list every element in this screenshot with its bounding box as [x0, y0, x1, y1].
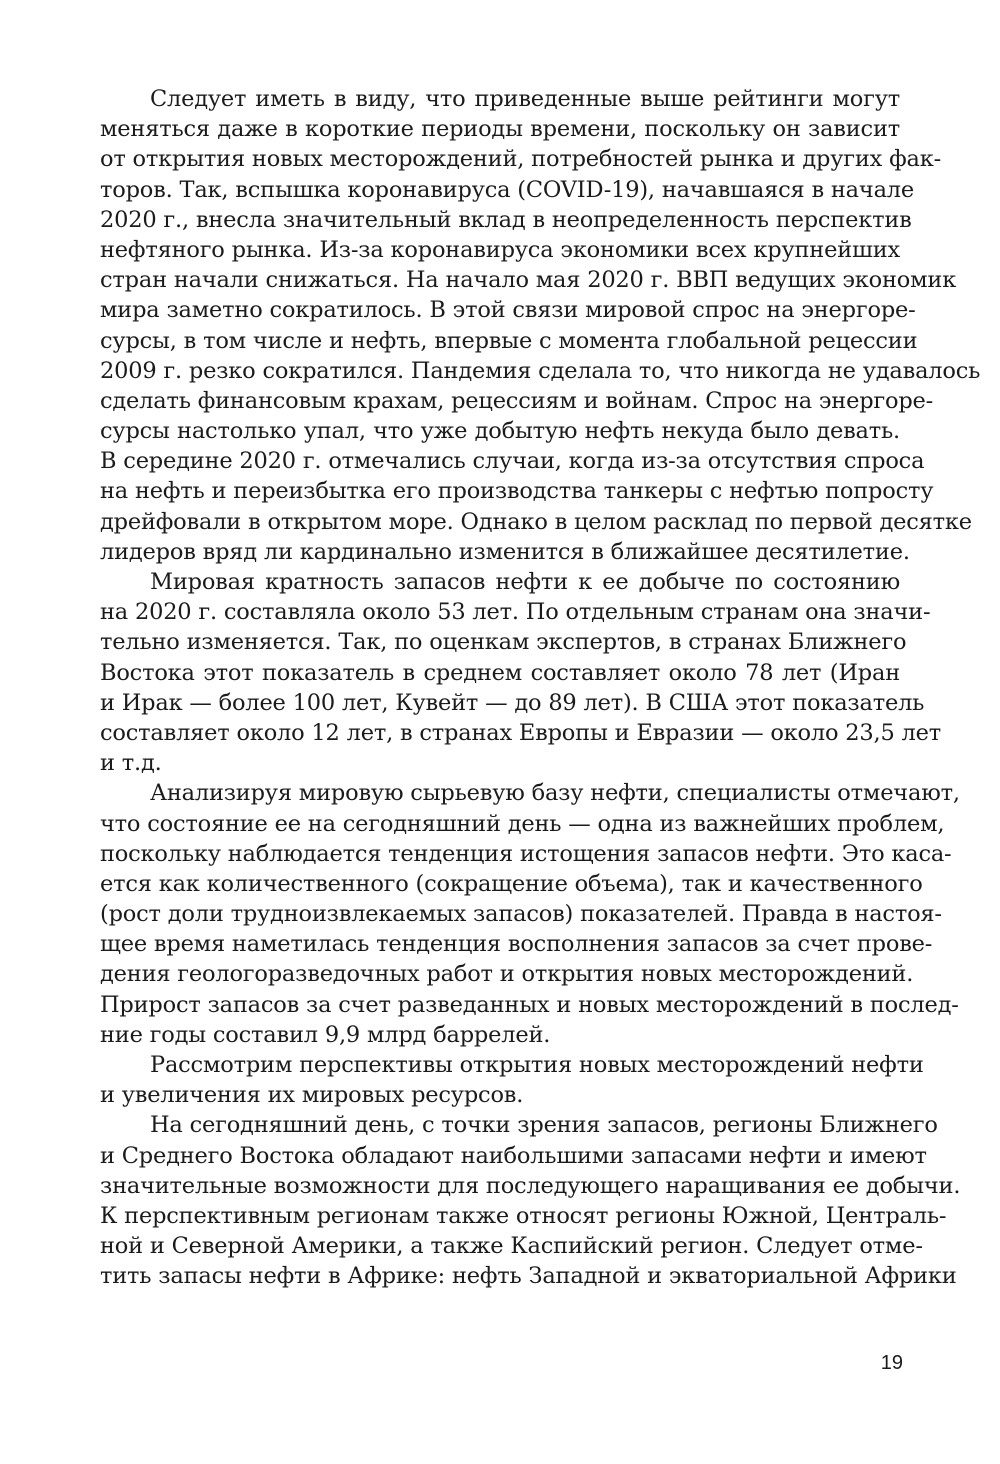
text-line: торов. Так, вспышка коронавируса (COVID-19), начавшаяся в начале: [100, 176, 914, 203]
text-line: тить запасы нефти в Африке: нефть Западной и экваториальной Африки: [100, 1263, 957, 1290]
text-line: Востока этот показатель в среднем составляет около 78 лет (Иран: [100, 659, 900, 686]
text-line: (рост доли трудноизвлекаемых запасов) показателей. Правда в настоя-: [100, 901, 942, 928]
text-line: Рассмотрим перспективы открытия новых месторождений нефти: [150, 1052, 924, 1078]
text-line: сурсы настолько упал, что уже добытую нефть некуда было девать.: [100, 418, 900, 445]
text-line: Следует иметь в виду, что приведенные выше рейтинги могут: [150, 86, 900, 112]
body-text: [100, 84, 981, 1292]
paragraph-3: [100, 778, 960, 1050]
text-line: от открытия новых месторождений, потребностей рынка и других фак-: [100, 146, 941, 173]
text-line: нефтяного рынка. Из-за коронавируса экономики всех крупнейших: [100, 236, 900, 263]
page-number: 19: [880, 1352, 903, 1374]
text-line: дения геологоразведочных работ и открытия новых месторождений.: [100, 961, 914, 988]
text-line: и увеличения их мировых ресурсов.: [100, 1082, 524, 1109]
text-line: 2009 г. резко сократился. Пандемия сделала то, что никогда не удавалось: [100, 357, 981, 384]
text-line: стран начали снижаться. На начало мая 2020 г. ВВП ведущих экономик: [100, 267, 957, 294]
paragraph-1: [100, 84, 981, 567]
text-line: и Среднего Востока обладают наибольшими запасами нефти и имеют: [100, 1142, 927, 1169]
text-line: составляет около 12 лет, в странах Европы и Евразии — около 23,5 лет: [100, 719, 941, 746]
paragraph-5: [100, 1110, 961, 1291]
text-line: на нефть и переизбытка его производства танкеры с нефтью попросту: [100, 478, 934, 505]
text-line: Анализируя мировую сырьевую базу нефти, специалисты отмечают,: [150, 780, 960, 807]
text-line: тельно изменяется. Так, по оценкам экспертов, в странах Ближнего: [100, 629, 907, 656]
text-line: поскольку наблюдается тенденция истощения запасов нефти. Это каса-: [100, 840, 952, 867]
text-line: Прирост запасов за счет разведанных и новых месторождений в послед-: [100, 991, 959, 1018]
paragraph-4: [100, 1050, 924, 1110]
text-line: что состояние ее на сегодняшний день — одна из важнейших проблем,: [100, 810, 945, 837]
text-line: дрейфовали в открытом море. Однако в целом расклад по первой десятке: [100, 508, 972, 535]
text-line: На сегодняшний день, с точки зрения запасов, регионы Ближнего: [150, 1112, 938, 1139]
text-line: меняться даже в короткие периоды времени, поскольку он зависит: [100, 116, 900, 143]
text-line: сурсы, в том числе и нефть, впервые с момента глобальной рецессии: [100, 327, 918, 354]
text-line: ной и Северной Америки, а также Каспийский регион. Следует отме-: [100, 1233, 923, 1260]
text-line: и Ирак — более 100 лет, Кувейт — до 89 лет). В США этот показатель: [100, 689, 925, 716]
text-line: ние годы составил 9,9 млрд баррелей.: [100, 1021, 551, 1048]
paragraph-2: [100, 567, 941, 778]
text-line: ется как количественного (сокращение объема), так и качественного: [100, 870, 923, 897]
text-line: В середине 2020 г. отмечались случаи, когда из-за отсутствия спроса: [100, 448, 925, 475]
text-line: значительные возможности для последующего наращивания ее добычи.: [100, 1172, 961, 1199]
text-line: Мировая кратность запасов нефти к ее добыче по состоянию: [150, 569, 900, 595]
text-line: мира заметно сократилось. В этой связи мировой спрос на энергоре-: [100, 297, 916, 324]
text-line: и т.д.: [100, 750, 162, 777]
text-line: 2020 г., внесла значительный вклад в неопределенность перспектив: [100, 206, 912, 233]
text-line: лидеров вряд ли кардинально изменится в ближайшее десятилетие.: [100, 538, 910, 565]
text-line: щее время наметилась тенденция восполнения запасов за счет прове-: [100, 931, 933, 958]
text-line: сделать финансовым крахам, рецессиям и войнам. Спрос на энергоре-: [100, 387, 934, 414]
text-line: К перспективным регионам также относят регионы Южной, Централь-: [100, 1202, 947, 1229]
text-line: на 2020 г. составляла около 53 лет. По отдельным странам она значи-: [100, 599, 931, 626]
